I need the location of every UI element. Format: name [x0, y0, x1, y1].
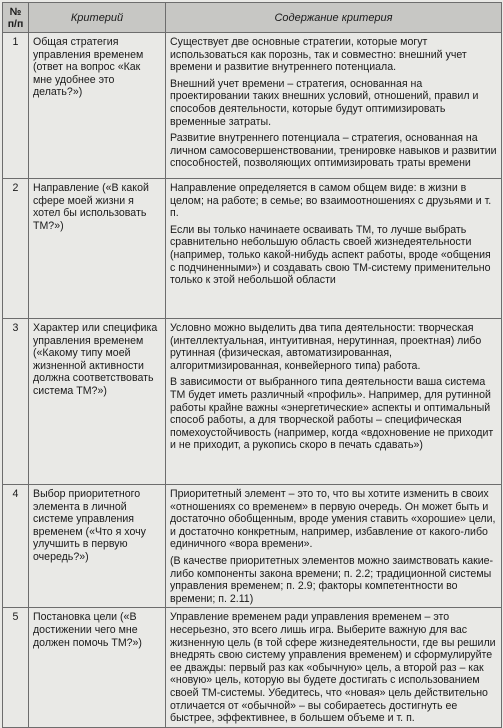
table-row	[3, 608, 502, 727]
content-cell	[166, 485, 502, 608]
table-header-row	[3, 3, 502, 33]
criterion-cell: Характер или специфика управления временем («Какому типу моей жизненной активности должна соответствовать система ТМ?»)	[29, 319, 166, 485]
header-content: Содержание критерия	[166, 3, 502, 33]
content-cell	[166, 33, 502, 179]
content-paragraph: Направление определяется в самом общем виде: в жизни в целом; на работе; в семье; во взаимоотношениях с друзьями и т. п.	[170, 182, 492, 220]
header-criterion: Критерий	[29, 3, 166, 33]
row-number: 3	[3, 319, 29, 485]
row-number: 4	[3, 485, 29, 608]
criterion-cell: Направление («В какой сфере моей жизни я хотел бы использовать ТМ?»)	[29, 179, 166, 319]
content-paragraph: Внешний учет времени – стратегия, основанная на проектировании таких внешних условий, отношений, правил и способов деятельности, которые будут оптимизировать временные затраты.	[170, 77, 479, 128]
row-number: 1	[3, 33, 29, 179]
content-paragraph: Если вы только начинаете осваивать ТМ, то лучше выбрать сравнительно небольшую область своей жизнедеятельности (например, только какой-нибудь аспект работы, вроде «общения с подчиненными») и создавать свою ТМ-систему применительно только к этой небольшой области	[170, 223, 491, 287]
criterion-cell: Общая стратегия управления временем (ответ на вопрос «Как мне удобнее это делать?»)	[29, 33, 166, 179]
header-number: № п/п	[3, 3, 29, 33]
row-number: 5	[3, 608, 29, 727]
table-row	[3, 485, 502, 608]
content-cell	[166, 179, 502, 319]
content-paragraph: Условно можно выделить два типа деятельности: творческая (интеллектуальная, интуитивная, нерутинная, проектная) либо рутинная (физическая, автоматизированная, алгоритмизированная, конвейерного типа) работа.	[170, 322, 482, 372]
table-row	[3, 179, 502, 319]
content-paragraph: (В качестве приоритетных элементов можно заимствовать какие-либо компоненты закона времени; п. 2.2; традиционной системы управления временем; п. 2.9; факторы компетентности во времени; п. 2.11)	[170, 554, 494, 605]
content-paragraph: Развитие внутреннего потенциала – стратегия, основанная на личном самосовершенствовании, тренировке навыков и развитии способностей, позволяющих оптимизировать траты времени	[170, 132, 497, 170]
content-cell	[166, 319, 502, 485]
content-paragraph: Приоритетный элемент – это то, что вы хотите изменить в своих «отношениях со временем» в первую очередь. Он может быть и достаточно обобщенным, вроде умения ставить «хорошие» цели, и достаточно конкретным, например, избавление от какого-либо единичного «вора времени».	[170, 488, 496, 551]
content-cell	[166, 608, 502, 727]
row-number: 2	[3, 179, 29, 319]
criterion-cell: Выбор приоритетного элемента в личной системе управления временем («Что я хочу улучшить в первую очередь?»)	[29, 485, 166, 608]
content-paragraph: Управление временем ради управления временем – это несерьезно, это всего лишь игра. Выберите важную для вас жизненную цель (в той сфере жизнедеятельности, где вы решили внедрять свою систему управления временем) и сформулируйте ее дважды: первый раз как «обычную» цель, а второй раз – как «новую» цель, которую вы будете достигать с использованием своей ТМ-системы. Убедитесь, что «новая» цель действительно отличается от «обычной» – вы собираетесь достигнуть ее быстрее, эффективнее, в большем объеме и т. п.	[170, 611, 496, 725]
table-row	[3, 319, 502, 485]
content-paragraph: Существует две основные стратегии, которые могут использоваться как порознь, так и совместно: внешний учет времени и развитие внутреннего потенциала.	[170, 36, 467, 74]
content-paragraph: В зависимости от выбранного типа деятельности ваша система ТМ будет иметь различный «профиль». Например, для рутинной работы крайне важны «энергетические» аспекты и оптимальный способ работы, а для творческой работы – специфическая помехоустойчивость (например, когда «вдохновение не приходит и не приходит, а рукопись скоро в печать сдавать»)	[170, 376, 494, 452]
table-row	[3, 33, 502, 179]
criteria-table	[2, 2, 502, 728]
criterion-cell: Постановка цели («В достижении чего мне должен помочь ТМ?»)	[29, 608, 166, 727]
